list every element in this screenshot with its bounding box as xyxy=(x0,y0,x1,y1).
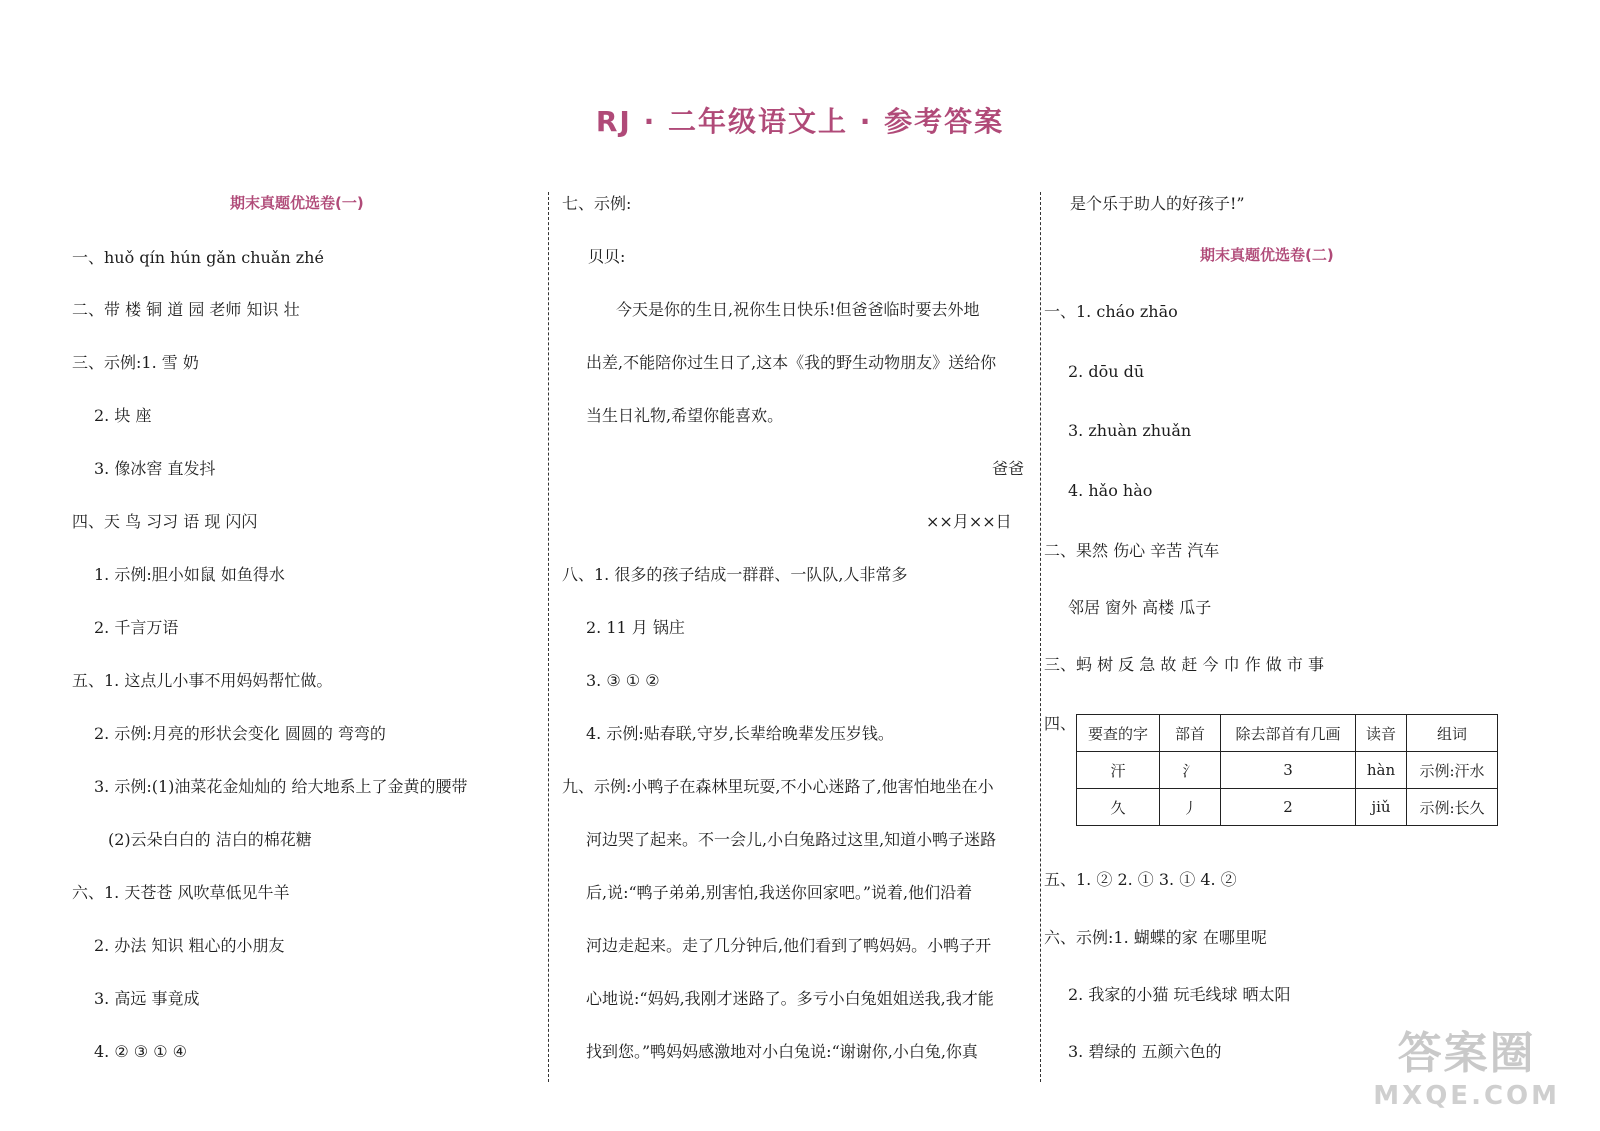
answer-line: 九、示例:小鸭子在森林里玩耍,不小心迷路了,他害怕地坐在小 xyxy=(562,777,994,796)
answer-line: 六、示例:1. 蝴蝶的家 在哪里呢 xyxy=(1044,928,1267,947)
column-divider-2 xyxy=(1040,192,1041,1082)
character-lookup-table xyxy=(1076,714,1498,826)
table-row xyxy=(1077,789,1498,826)
answer-line: 七、示例: xyxy=(562,194,632,213)
answer-line: 四、天 鸟 习习 语 现 闪闪 xyxy=(72,512,258,531)
table-header: 除去部首有几画 xyxy=(1221,715,1356,752)
answer-line: 六、1. 天苍苍 风吹草低见牛羊 xyxy=(72,883,290,902)
column-divider-1 xyxy=(548,192,549,1082)
answer-line: 二、带 楼 铜 道 园 老师 知识 壮 xyxy=(72,300,300,319)
answer-line: 二、果然 伤心 辛苦 汽车 xyxy=(1044,541,1220,560)
table-header: 要查的字 xyxy=(1077,715,1160,752)
table-header: 组词 xyxy=(1407,715,1498,752)
answer-line: 邻居 窗外 高楼 瓜子 xyxy=(1068,598,1212,617)
answer-line: 3. 高远 事竟成 xyxy=(94,989,200,1008)
answer-line: 后,说:“鸭子弟弟,别害怕,我送你回家吧。”说着,他们沿着 xyxy=(586,883,973,902)
table-cell: 丿 xyxy=(1160,789,1221,826)
answer-line: 3. 像冰窖 直发抖 xyxy=(94,459,216,478)
page-title: RJ · 二年级语文上 · 参考答案 xyxy=(595,105,1005,138)
answer-line: 三、蚂 树 反 急 故 赶 今 巾 作 做 市 事 xyxy=(1044,655,1324,674)
answer-line: 2. 办法 知识 粗心的小朋友 xyxy=(94,936,285,955)
answer-line: 当生日礼物,希望你能喜欢。 xyxy=(586,406,784,425)
watermark-url: MXQE.COM xyxy=(1373,1081,1560,1111)
letter-signature: 爸爸 xyxy=(992,459,1025,478)
table-cell: 汗 xyxy=(1077,752,1160,789)
answer-line: 4. ② ③ ① ④ xyxy=(94,1042,187,1061)
answer-line: 河边哭了起来。不一会儿,小白兔路过这里,知道小鸭子迷路 xyxy=(586,830,997,849)
answer-line: 一、huǒ qín hún gǎn chuǎn zhé xyxy=(72,248,324,267)
answer-line: 4. hǎo hào xyxy=(1068,481,1153,500)
answer-line: 心地说:“妈妈,我刚才迷路了。多亏小白兔姐姐送我,我才能 xyxy=(586,989,994,1008)
answer-line: 五、1. ② 2. ① 3. ① 4. ② xyxy=(1044,870,1237,889)
letter-date: ××月××日 xyxy=(926,512,1012,531)
answer-line: 3. zhuàn zhuǎn xyxy=(1068,421,1192,440)
table-row xyxy=(1077,752,1498,789)
answer-line: 今天是你的生日,祝你生日快乐!但爸爸临时要去外地 xyxy=(616,300,980,319)
answer-line: 2. 我家的小猫 玩毛线球 晒太阳 xyxy=(1068,985,1291,1004)
watermark-text: 答案圈 xyxy=(1397,1028,1536,1079)
answer-line: 八、1. 很多的孩子结成一群群、一队队,人非常多 xyxy=(562,565,908,584)
answer-line: 找到您。”鸭妈妈感激地对小白兔说:“谢谢你,小白兔,你真 xyxy=(586,1042,978,1061)
table-cell: jiǔ xyxy=(1356,789,1407,826)
table-cell: 示例:汗水 xyxy=(1407,752,1498,789)
answer-line: 4. 示例:贴春联,守岁,长辈给晚辈发压岁钱。 xyxy=(586,724,894,743)
answer-line: 2. 千言万语 xyxy=(94,618,179,637)
table-header: 读音 xyxy=(1356,715,1407,752)
answer-line: 三、示例:1. 雪 奶 xyxy=(72,353,199,372)
table-cell: 3 xyxy=(1221,752,1356,789)
answer-line: 1. 示例:胆小如鼠 如鱼得水 xyxy=(94,565,285,584)
answer-line: 3. ③ ① ② xyxy=(586,671,660,690)
answer-line: 2. 块 座 xyxy=(94,406,152,425)
watermark xyxy=(1373,1017,1560,1111)
answer-line: 贝贝: xyxy=(588,247,626,266)
answer-line: 五、1. 这点儿小事不用妈妈帮忙做。 xyxy=(72,671,333,690)
table-cell: 久 xyxy=(1077,789,1160,826)
table-cell: hàn xyxy=(1356,752,1407,789)
answer-line: 3. 示例:(1)油菜花金灿灿的 给大地系上了金黄的腰带 xyxy=(94,777,468,796)
table-header-row xyxy=(1077,715,1498,752)
answer-line: 2. dōu dū xyxy=(1068,362,1145,381)
answer-line: (2)云朵白白的 洁白的棉花糖 xyxy=(108,830,312,849)
answer-line: 出差,不能陪你过生日了,这本《我的野生动物朋友》送给你 xyxy=(586,353,997,372)
answer-line-continued: 是个乐于助人的好孩子!” xyxy=(1070,194,1245,213)
table-label: 四、 xyxy=(1044,714,1077,733)
section-title-exam-2: 期末真题优选卷(二) xyxy=(1200,246,1334,264)
answer-line: 河边走起来。走了几分钟后,他们看到了鸭妈妈。小鸭子开 xyxy=(586,936,992,955)
answer-line: 一、1. cháo zhāo xyxy=(1044,302,1178,321)
table-cell: 2 xyxy=(1221,789,1356,826)
answer-line: 2. 11 月 锅庄 xyxy=(586,618,685,637)
table-header: 部首 xyxy=(1160,715,1221,752)
section-title-exam-1: 期末真题优选卷(一) xyxy=(230,194,364,212)
table-cell: 氵 xyxy=(1160,752,1221,789)
answer-line: 3. 碧绿的 五颜六色的 xyxy=(1068,1042,1222,1061)
table-cell: 示例:长久 xyxy=(1407,789,1498,826)
answer-line: 2. 示例:月亮的形状会变化 圆圆的 弯弯的 xyxy=(94,724,386,743)
